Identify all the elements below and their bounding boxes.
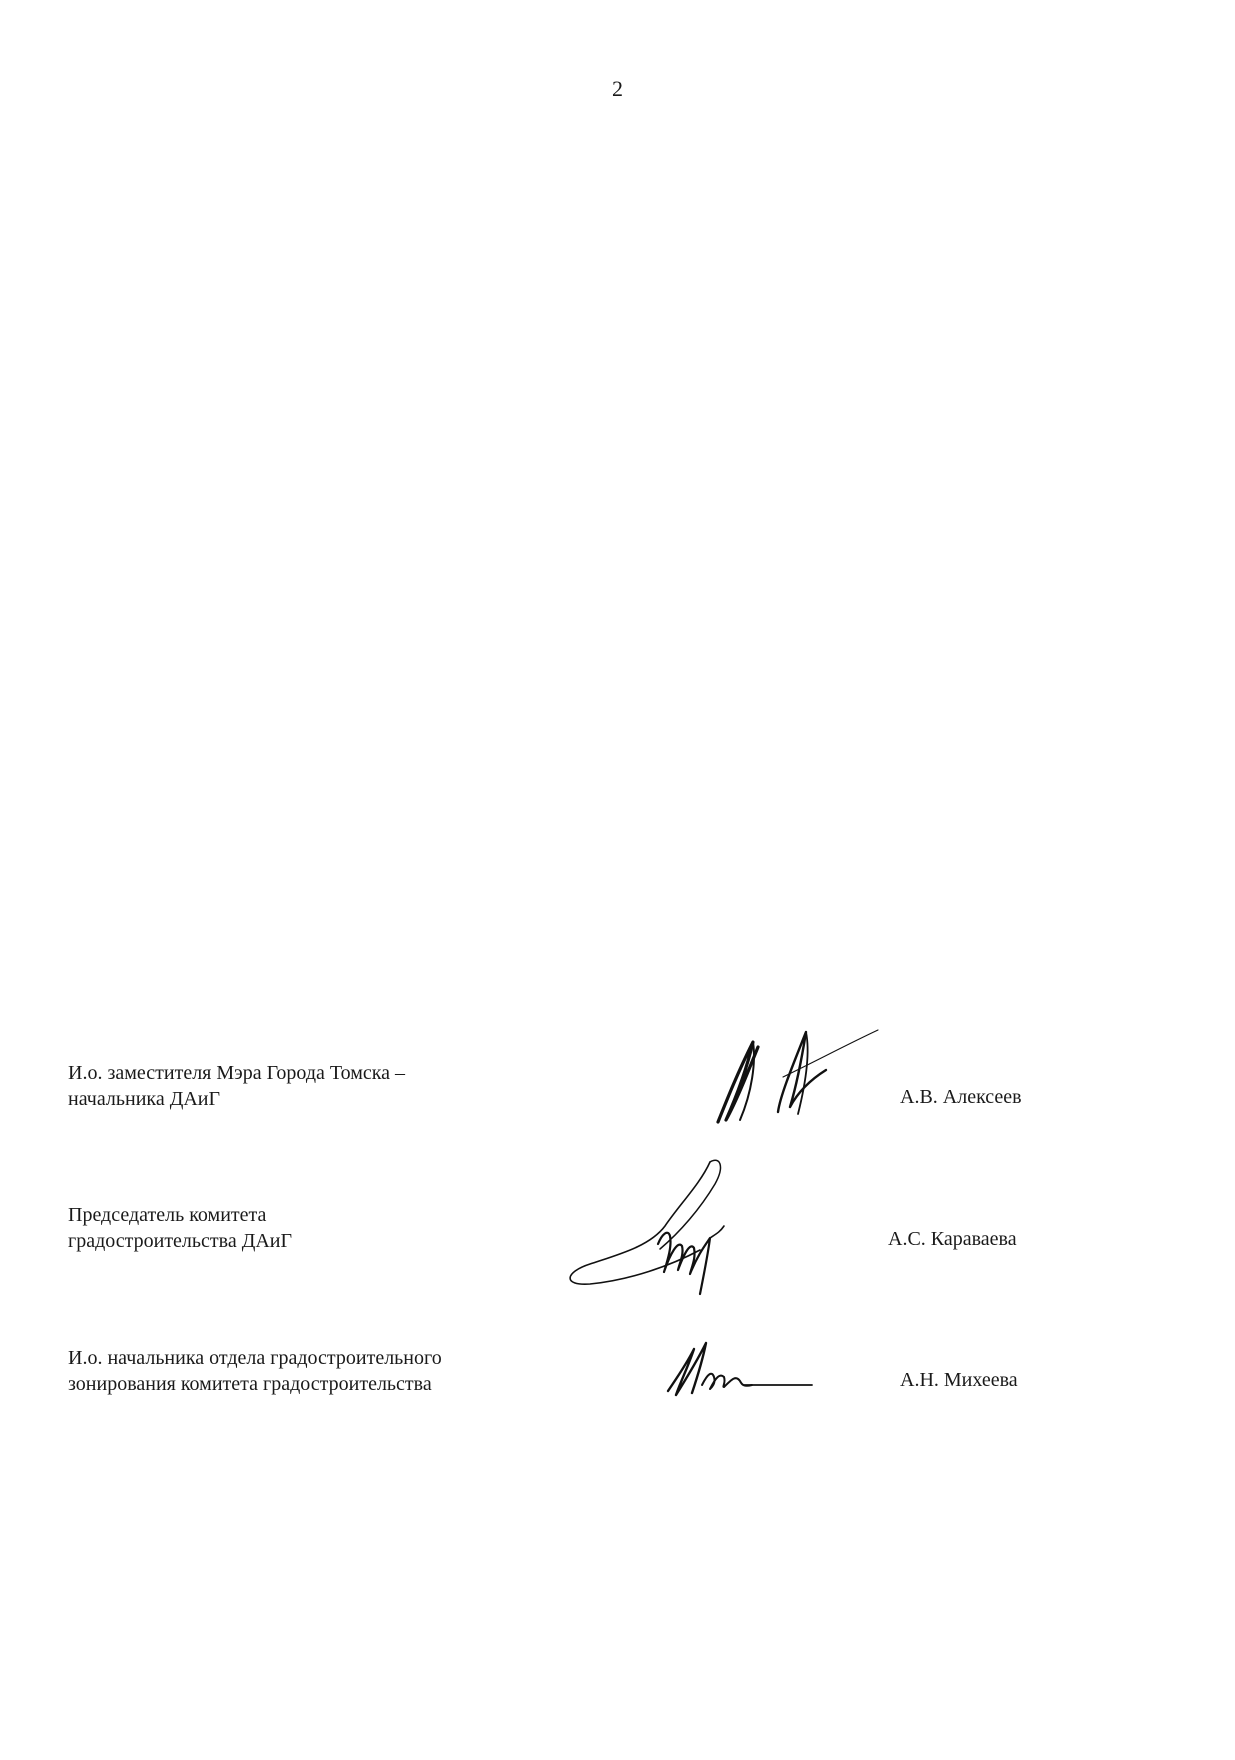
signatory-block xyxy=(68,1202,1068,1322)
signatory-name: А.Н. Михеева xyxy=(900,1369,1018,1391)
signature-icon xyxy=(698,1002,898,1132)
signatory-title-line: зонирования комитета градостроительства xyxy=(68,1373,432,1395)
signatory-name: А.С. Караваева xyxy=(888,1228,1017,1250)
signatory-title xyxy=(68,1060,588,1112)
signatory-title-line: градостроительства ДАиГ xyxy=(68,1230,293,1252)
signatory-title xyxy=(68,1202,588,1254)
page-number: 2 xyxy=(612,76,623,101)
signature-icon xyxy=(560,1154,780,1304)
signatory-name: А.В. Алексеев xyxy=(900,1086,1022,1108)
signatory-title-line: Председатель комитета xyxy=(68,1204,267,1226)
signatory-title-line: И.о. начальника отдела градостроительного xyxy=(68,1347,442,1369)
signatory-title-line: начальника ДАиГ xyxy=(68,1088,221,1110)
signatory-title xyxy=(68,1345,588,1397)
signature-icon xyxy=(662,1329,842,1409)
signatory-block xyxy=(68,1345,1068,1465)
signatory-title-line: И.о. заместителя Мэра Города Томска – xyxy=(68,1062,406,1084)
